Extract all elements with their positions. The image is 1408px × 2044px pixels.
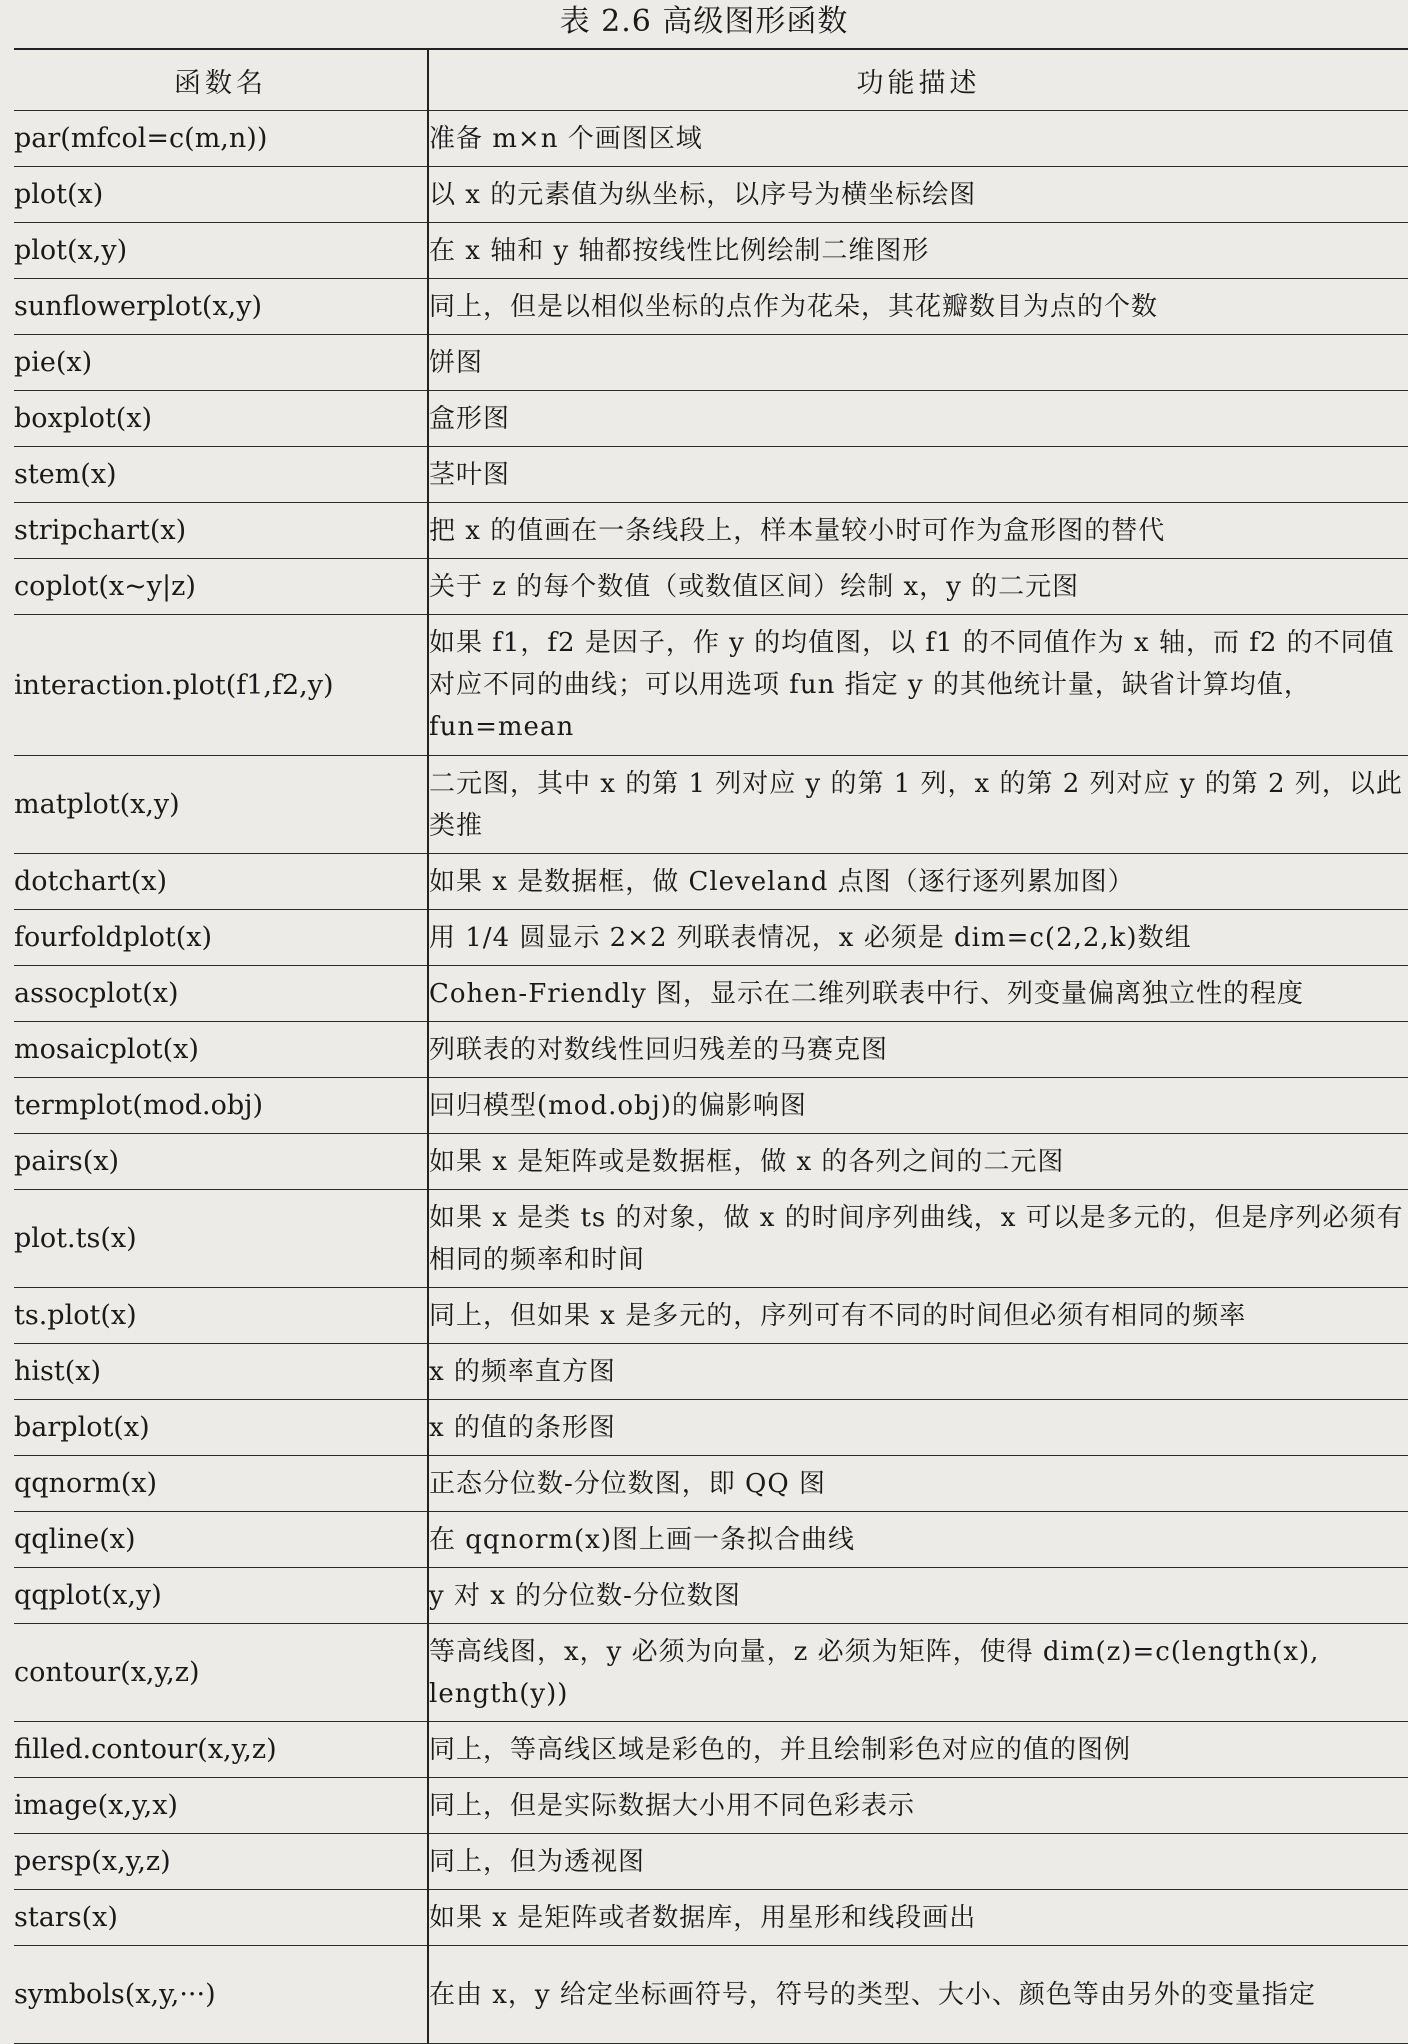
table-row: [14, 1134, 1408, 1190]
description-cell: 同上，但如果 x 是多元的，序列可有不同的时间但必须有相同的频率: [428, 1288, 1408, 1344]
table-row: [14, 559, 1408, 615]
description-cell: 盒形图: [428, 391, 1408, 447]
function-name-cell: plot(x,y): [14, 223, 428, 279]
description-cell: 把 x 的值画在一条线段上，样本量较小时可作为盒形图的替代: [428, 503, 1408, 559]
table-row: [14, 111, 1408, 167]
description-cell: 回归模型(mod.obj)的偏影响图: [428, 1078, 1408, 1134]
function-name-cell: pie(x): [14, 335, 428, 391]
function-name-cell: stripchart(x): [14, 503, 428, 559]
table-row: [14, 615, 1408, 756]
table-row: [14, 910, 1408, 966]
function-name-cell: qqnorm(x): [14, 1456, 428, 1512]
description-cell: 列联表的对数线性回归残差的马赛克图: [428, 1022, 1408, 1078]
function-name-cell: persp(x,y,z): [14, 1834, 428, 1890]
table-row: [14, 966, 1408, 1022]
description-cell: 如果 f1，f2 是因子，作 y 的均值图，以 f1 的不同值作为 x 轴，而 f2 的不同值对应不同的曲线；可以用选项 fun 指定 y 的其他统计量，缺省计算均值，fun=mean: [428, 615, 1408, 756]
table-row: [14, 335, 1408, 391]
table-row: [14, 1722, 1408, 1778]
table-row: [14, 1456, 1408, 1512]
description-cell: 用 1/4 圆显示 2×2 列联表情况，x 必须是 dim=c(2,2,k)数组: [428, 910, 1408, 966]
table-row: [14, 1344, 1408, 1400]
description-cell: x 的频率直方图: [428, 1344, 1408, 1400]
function-name-cell: par(mfcol=c(m,n)): [14, 111, 428, 167]
description-cell: 同上，但是以相似坐标的点作为花朵，其花瓣数目为点的个数: [428, 279, 1408, 335]
description-cell: 同上，但是实际数据大小用不同色彩表示: [428, 1778, 1408, 1834]
description-cell: 如果 x 是矩阵或者数据库，用星形和线段画出: [428, 1890, 1408, 1946]
description-cell: 茎叶图: [428, 447, 1408, 503]
description-cell: 如果 x 是数据框，做 Cleveland 点图（逐行逐列累加图）: [428, 854, 1408, 910]
description-cell: 同上，但为透视图: [428, 1834, 1408, 1890]
table-row: [14, 167, 1408, 223]
table-row: [14, 1834, 1408, 1890]
description-cell: 以 x 的元素值为纵坐标，以序号为横坐标绘图: [428, 167, 1408, 223]
table-row: [14, 1288, 1408, 1344]
table-row: [14, 1946, 1408, 2044]
table-row: [14, 279, 1408, 335]
function-name-cell: pairs(x): [14, 1134, 428, 1190]
function-name-cell: termplot(mod.obj): [14, 1078, 428, 1134]
function-name-cell: mosaicplot(x): [14, 1022, 428, 1078]
description-cell: Cohen-Friendly 图，显示在二维列联表中行、列变量偏离独立性的程度: [428, 966, 1408, 1022]
table-row: [14, 1568, 1408, 1624]
function-name-cell: boxplot(x): [14, 391, 428, 447]
description-cell: 正态分位数-分位数图，即 QQ 图: [428, 1456, 1408, 1512]
function-name-cell: matplot(x,y): [14, 756, 428, 854]
function-name-cell: symbols(x,y,···): [14, 1946, 428, 2044]
function-name-cell: stars(x): [14, 1890, 428, 1946]
function-name-cell: dotchart(x): [14, 854, 428, 910]
table-row: [14, 1778, 1408, 1834]
function-name-cell: stem(x): [14, 447, 428, 503]
function-name-cell: coplot(x~y|z): [14, 559, 428, 615]
table-row: [14, 756, 1408, 854]
function-name-cell: plot.ts(x): [14, 1190, 428, 1288]
table-row: [14, 1512, 1408, 1568]
function-name-cell: hist(x): [14, 1344, 428, 1400]
description-cell: 如果 x 是矩阵或是数据框，做 x 的各列之间的二元图: [428, 1134, 1408, 1190]
table-row: [14, 503, 1408, 559]
table-row: [14, 391, 1408, 447]
header-description: 功能描述: [428, 49, 1408, 111]
function-name-cell: sunflowerplot(x,y): [14, 279, 428, 335]
description-cell: 在 x 轴和 y 轴都按线性比例绘制二维图形: [428, 223, 1408, 279]
description-cell: 等高线图，x，y 必须为向量，z 必须为矩阵，使得 dim(z)=c(length(x), length(y)): [428, 1624, 1408, 1722]
table-body: [14, 111, 1408, 2044]
table-row: [14, 1022, 1408, 1078]
description-cell: 饼图: [428, 335, 1408, 391]
description-cell: x 的值的条形图: [428, 1400, 1408, 1456]
table-row: [14, 447, 1408, 503]
function-name-cell: image(x,y,x): [14, 1778, 428, 1834]
description-cell: 准备 m×n 个画图区域: [428, 111, 1408, 167]
function-name-cell: contour(x,y,z): [14, 1624, 428, 1722]
description-cell: 在由 x，y 给定坐标画符号，符号的类型、大小、颜色等由另外的变量指定: [428, 1946, 1408, 2044]
description-cell: 二元图，其中 x 的第 1 列对应 y 的第 1 列，x 的第 2 列对应 y 的第 2 列，以此类推: [428, 756, 1408, 854]
table-row: [14, 1190, 1408, 1288]
description-cell: 在 qqnorm(x)图上画一条拟合曲线: [428, 1512, 1408, 1568]
table-row: [14, 1890, 1408, 1946]
header-function-name: 函数名: [14, 49, 428, 111]
table-row: [14, 1400, 1408, 1456]
function-name-cell: interaction.plot(f1,f2,y): [14, 615, 428, 756]
function-table: [14, 48, 1408, 2044]
function-name-cell: barplot(x): [14, 1400, 428, 1456]
function-name-cell: fourfoldplot(x): [14, 910, 428, 966]
description-cell: y 对 x 的分位数-分位数图: [428, 1568, 1408, 1624]
table-row: [14, 1624, 1408, 1722]
function-name-cell: filled.contour(x,y,z): [14, 1722, 428, 1778]
table-caption: 表 2.6 高级图形函数: [559, 4, 849, 39]
function-name-cell: plot(x): [14, 167, 428, 223]
function-name-cell: ts.plot(x): [14, 1288, 428, 1344]
function-name-cell: assocplot(x): [14, 966, 428, 1022]
description-cell: 关于 z 的每个数值（或数值区间）绘制 x，y 的二元图: [428, 559, 1408, 615]
function-name-cell: qqplot(x,y): [14, 1568, 428, 1624]
function-name-cell: qqline(x): [14, 1512, 428, 1568]
table-row: [14, 223, 1408, 279]
table-row: [14, 854, 1408, 910]
description-cell: 如果 x 是类 ts 的对象，做 x 的时间序列曲线，x 可以是多元的，但是序列必须有相同的频率和时间: [428, 1190, 1408, 1288]
table-row: [14, 1078, 1408, 1134]
description-cell: 同上，等高线区域是彩色的，并且绘制彩色对应的值的图例: [428, 1722, 1408, 1778]
